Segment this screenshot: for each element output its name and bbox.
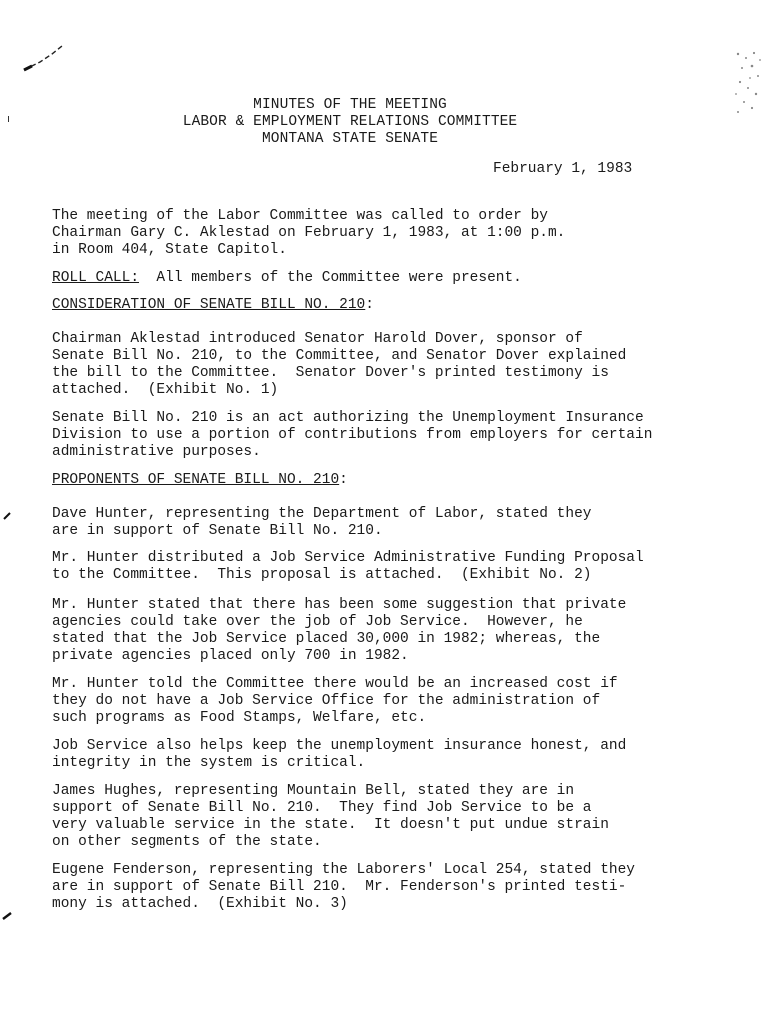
hunter-support-paragraph: Dave Hunter, representing the Department of Labor, stated they are in support of Senate Bill No. 210.	[52, 506, 592, 539]
header-line-1: MINUTES OF THE MEETING	[253, 97, 447, 113]
scan-mark-top-left	[22, 44, 66, 74]
proponents-heading: PROPONENTS OF SENATE BILL NO. 210:	[52, 472, 348, 488]
hughes-paragraph: James Hughes, representing Mountain Bell, stated they are in support of Senate Bill No. 210. They find Job Service to be a very valuable service in the state. It doesn't put undue strain on other segments of the state.	[52, 783, 609, 850]
hunter-cost-paragraph: Mr. Hunter told the Committee there would be an increased cost if they do not have a Job Service Office for the administration of such programs as Food Stamps, Welfare, etc.	[52, 676, 618, 726]
hunter-proposal-paragraph: Mr. Hunter distributed a Job Service Administrative Funding Proposal to the Committee. This proposal is attached. (Exhibit No. 2)	[52, 550, 644, 583]
job-service-integrity-paragraph: Job Service also helps keep the unemployment insurance honest, and integrity in the system is critical.	[52, 738, 627, 771]
proponents-heading-text: PROPONENTS OF SENATE BILL NO. 210	[52, 472, 340, 488]
bill-description-paragraph: Senate Bill No. 210 is an act authorizing the Unemployment Insurance Division to use a portion of contributions from employers for certain administrative purposes.	[52, 410, 653, 460]
header-line-3: MONTANA STATE SENATE	[261, 131, 439, 147]
hunter-placements-paragraph: Mr. Hunter stated that there has been some suggestion that private agencies could take over the job of Job Service. However, he stated that the Job Service placed 30,000 in 1982; whereas, the private agencies placed only 700 in 1982.	[52, 597, 627, 664]
fenderson-paragraph: Eugene Fenderson, representing the Laborers' Local 254, stated they are in support of Senate Bill 210. Mr. Fenderson's printed testi- mony is attached. (Exhibit No. 3)	[52, 862, 635, 912]
roll-call-text: All members of the Committee were present.	[139, 270, 522, 286]
roll-call-label: ROLL CALL:	[52, 270, 140, 286]
introduction-paragraph: Chairman Aklestad introduced Senator Harold Dover, sponsor of Senate Bill No. 210, to the Committee, and Senator Dover explained the bill to the Committee. Senator Dover's printed testimony is attached. (Exhibit No. 1)	[52, 331, 627, 398]
opening-paragraph: The meeting of the Labor Committee was called to order by Chairman Gary C. Aklestad on February 1, 1983, at 1:00 p.m. in Room 404, State Capitol.	[52, 208, 566, 258]
meeting-date: February 1, 1983	[493, 161, 633, 177]
consideration-heading-text: CONSIDERATION OF SENATE BILL NO. 210	[52, 297, 366, 313]
scan-mark-bottom-left-arrow	[2, 912, 12, 920]
consideration-heading: CONSIDERATION OF SENATE BILL NO. 210:	[52, 297, 374, 313]
scan-mark-left-arrow	[3, 512, 11, 520]
header-line-2: LABOR & EMPLOYMENT RELATIONS COMMITTEE	[182, 114, 518, 130]
scan-noise-top-right	[732, 48, 764, 118]
roll-call-paragraph	[52, 270, 752, 287]
